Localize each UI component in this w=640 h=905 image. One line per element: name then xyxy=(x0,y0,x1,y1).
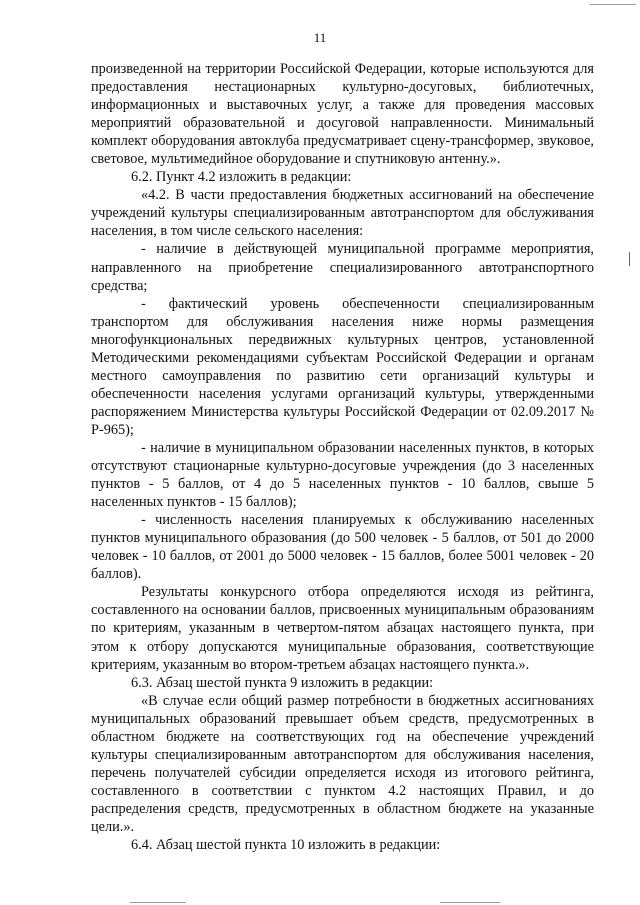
list-item-population: - численность населения планируемых к обслуживанию населенных пунктов муниципального образования (до 500 человек - 5 баллов, от 501 до 2000 человек - 10 баллов, от 2001 до 5000 человек - 15 баллов, более 5001 человек - 20 баллов). xyxy=(91,512,594,583)
list-item-provision-level: - фактический уровень обеспеченности специализированным транспортом для обслуживания населения ниже нормы размещения многофункциональных передвижных культурных центров, установленной Методическими рекомендациями субъектам Российской Федерации и органам местного самоуправления по развитию сети организаций культуры и обеспеченности населения услугами организаций культуры, утвержденными распоряжением Министерства культуры Российской Федерации от 02.09.2017 № Р-965); xyxy=(91,295,594,438)
list-item-settlements: - наличие в муниципальном образовании населенных пунктов, в которых отсутствуют стационарные культурно-досуговые учреждения (до 3 населенных пунктов - 5 баллов, от 4 до 5 населенных пунктов - 10 баллов, свыше 5 населенных пунктов - 15 баллов); xyxy=(91,439,594,511)
scan-mark-top xyxy=(590,4,636,5)
paragraph-item-6-4: 6.4. Абзац шестой пункта 10 изложить в редакции: xyxy=(131,837,441,854)
scan-mark-side xyxy=(629,252,630,266)
paragraph-continuation: произведенной на территории Российской Федерации, которые используются для предоставления нестационарных культурно-досуговых, библиотечных, информационных и выставочных услуг, а также для проведения массовых мероприятий образовательной и досуговой направленности. Минимальный комплект оборудования автоклуба предусматривает сцену-трансформер, звуковое, световое, мультимедийное оборудование и спутниковую антенну.». xyxy=(91,61,594,168)
paragraph-item-6-2: 6.2. Пункт 4.2 изложить в редакции: xyxy=(131,169,352,186)
page-number: 11 xyxy=(313,30,327,45)
paragraph-quote-9: «В случае если общий размер потребности в бюджетных ассигнованиях муниципальных образований превышает объем средств, предусмотренных в областном бюджете на соответствующих год на обеспечение учреждений культуры специализированным автотранспортом для обслуживания населения, перечень получателей субсидии определяется исходя из итогового рейтинга, составленного в соответствии с пунктом 4.2 настоящих Правил, и до распределения средств, предусмотренных в областном бюджете на указанные цели.». xyxy=(91,692,594,835)
scan-mark-bottom-left xyxy=(130,902,186,903)
paragraph-item-6-3: 6.3. Абзац шестой пункта 9 изложить в редакции: xyxy=(131,674,434,691)
list-item-program: - наличие в действующей муниципальной программе мероприятия, направленного на приобретение специализированного автотранспортного средства; xyxy=(91,241,594,294)
paragraph-results: Результаты конкурсного отбора определяются исходя из рейтинга, составленного на основании баллов, присвоенных муниципальным образованиям по критериям, указанным в четвертом-пятом абзацах настоящего пункта, при этом к отбору допускаются муниципальные образования, соответствующие критериям, указанным во втором-третьем абзацах настоящего пункта.». xyxy=(91,584,594,673)
document-body xyxy=(91,60,594,854)
paragraph-quote-4-2: «4.2. В части предоставления бюджетных ассигнований на обеспечение учреждений культуры специализированным автотранспортом для обслуживания населения, в том числе сельского населения: xyxy=(91,187,594,240)
scan-mark-bottom-right xyxy=(440,902,500,903)
